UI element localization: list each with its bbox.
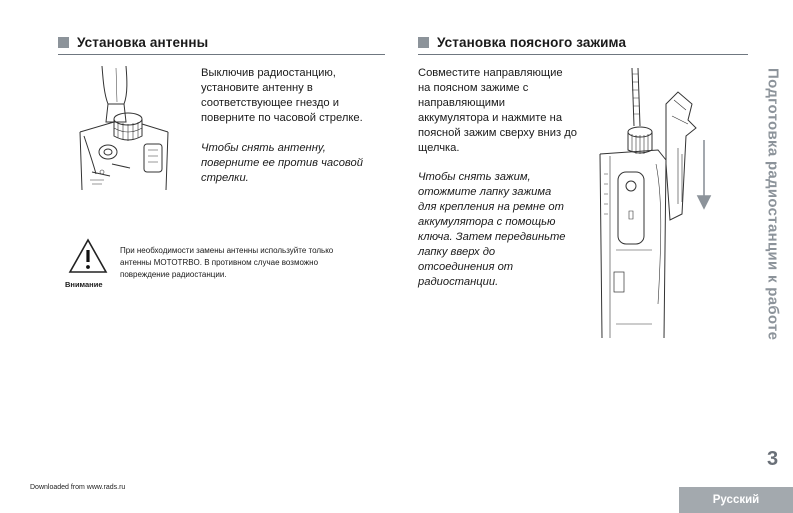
antenna-installation-illustration (70, 64, 180, 190)
caution-triangle-icon (68, 238, 108, 274)
belt-clip-section-rule (418, 54, 748, 55)
download-source-footer: Downloaded from www.rads.ru (30, 484, 126, 491)
caution-label: Внимание (65, 280, 103, 289)
chapter-side-tab: Подготовка радиостанции к работе (764, 68, 782, 341)
belt-clip-removal-note: Чтобы снять зажим, отожмите лапку зажима для крепления на ремне от аккумулятора с помощью ключа. Затем передвиньте лапку вверх до отсоединения от радиостанции. (418, 171, 566, 288)
belt-clip-illustration (596, 64, 726, 338)
language-tab: Русский (679, 487, 793, 513)
belt-clip-instruction: Совместите направляющие на поясном зажиме с направляющими аккумулятора и нажмите на поясной зажим сверху вниз до щелчка. (418, 67, 577, 154)
antenna-section-header (58, 35, 208, 50)
antenna-section-rule (58, 54, 385, 55)
caution-text: При необходимости замены антенны используйте только антенны MOTOTRBO. В противном случае возможно повреждение радиостанции. (120, 246, 334, 279)
antenna-removal-note: Чтобы снять антенну, поверните ее против часовой стрелки. (201, 142, 363, 184)
belt-clip-section-header (418, 35, 626, 50)
page-number: 3 (767, 448, 779, 470)
section-bullet-square (58, 37, 69, 48)
belt-clip-section-title: Установка поясного зажима (437, 35, 627, 50)
section-bullet-square (418, 37, 429, 48)
antenna-section-title: Установка антенны (77, 35, 209, 50)
antenna-instruction: Выключив радиостанцию, установите антенну в соответствующее гнездо и поверните по часовой стрелке. (201, 67, 363, 124)
